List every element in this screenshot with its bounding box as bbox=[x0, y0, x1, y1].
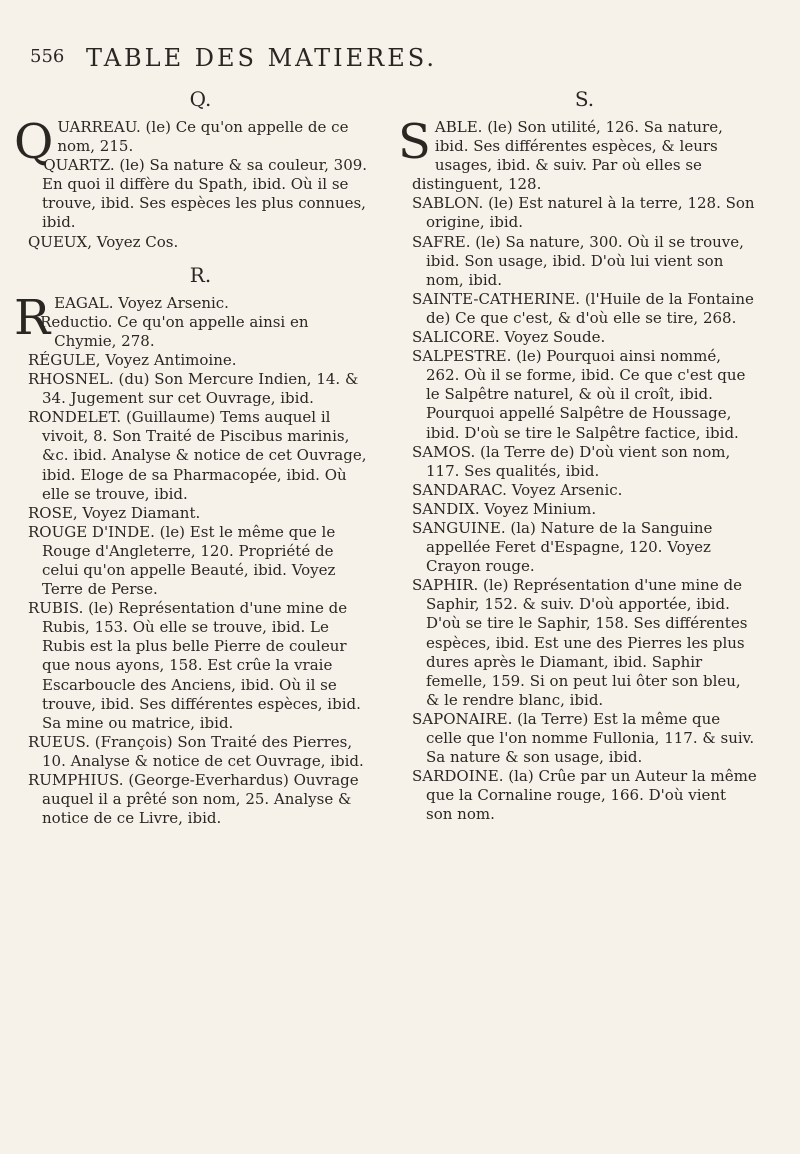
index-entry: SAMOS. (la Terre de) D'où vient son nom, 117. Ses qualités, ibid. bbox=[412, 442, 731, 480]
letter-heading-q: Q. bbox=[189, 87, 212, 111]
left-column bbox=[14, 87, 373, 828]
index-entry: RUMPHIUS. (George-Everhardus) Ouvrage auquel il a prêté son nom, 25. Analyse & notice de ce Livre, ibid. bbox=[28, 771, 359, 828]
drop-cap-s: S bbox=[398, 114, 431, 170]
index-entry: RUEUS. (François) Son Traité des Pierres, 10. Analyse & notice de cet Ouvrage, ibid. bbox=[28, 732, 364, 770]
index-entry: RÉGULE, Voyez Antimoine. bbox=[28, 350, 237, 369]
index-entry: SARDOINE. (la) Crûe par un Auteur la même que la Cornaline rouge, 166. D'où vient son nom. bbox=[412, 767, 757, 824]
index-entry: SANGUINE. (la) Nature de la Sanguine appellée Feret d'Espagne, 120. Voyez Crayon rouge. bbox=[412, 518, 713, 576]
index-entry: SAPONAIRE. (la Terre) Est la même que celle que l'on nomme Fullonia, 117. & suiv. Sa nature & son usage, ibid. bbox=[412, 709, 755, 767]
page-header bbox=[30, 44, 770, 78]
index-entry: SAPHIR. (le) Représentation d'une mine de Saphir, 152. & suiv. D'où apportée, ibid. D'où se tire le Saphir, 158. Ses différentes espèces, ibid. Est une des Pierres les plus dures après le Diamant, ibid. Saphir femelle, 159. Si on peut lui ôter son bleu, & le rendre blanc, ibid. bbox=[412, 576, 748, 709]
page-number: 556 bbox=[30, 46, 65, 67]
running-title: TABLE DES MATIERES. bbox=[86, 44, 437, 72]
index-entry: QUARTZ. (le) Sa nature & sa couleur, 309. En quoi il diffère du Spath, ibid. Où il se trouve, ibid. Ses espèces les plus connues, ibid. bbox=[42, 156, 368, 232]
index-entry: RUBIS. (le) Représentation d'une mine de Rubis, 153. Où elle se trouve, ibid. Le Rubis est la plus belle Pierre de couleur que nous ayons, 158. Est crûe la vraie Escarboucle des Anciens, ibid. Où il se trouve, ibid. Ses différentes espèces, ibid. Sa mine ou matrice, ibid. bbox=[28, 599, 361, 732]
index-entry: ROSE, Voyez Diamant. bbox=[28, 503, 201, 522]
index-entry: SAINTE-CATHERINE. (l'Huile de la Fontaine de) Ce que c'est, & d'où elle se tire, 268. bbox=[412, 289, 754, 327]
letter-heading-s: S. bbox=[574, 87, 595, 111]
index-entry: RHOSNEL. (du) Son Mercure Indien, 14. & 34. Jugement sur cet Ouvrage, ibid. bbox=[28, 370, 359, 408]
index-entry bbox=[398, 114, 757, 194]
index-entry: SALPESTRE. (le) Pourquoi ainsi nommé, 262. Où il se forme, ibid. Ce que c'est que le Salpêtre naturel, & où il croît, ibid. Pourquoi appellé Salpêtre de Houssage, ibid. D'où se tire le Salpêtre factice, ibid. bbox=[412, 347, 746, 442]
index-entry: Reductio. Ce qu'on appelle ainsi en Chymie, 278. bbox=[40, 312, 309, 350]
index-entry: SANDIX. Voyez Minium. bbox=[412, 499, 597, 518]
index-entry: SAFRE. (le) Sa nature, 300. Où il se trouve, ibid. Son usage, ibid. D'où lui vient son nom, ibid. bbox=[412, 232, 744, 289]
letter-heading-r: R. bbox=[189, 262, 212, 287]
index-entry: ROUGE D'INDE. (le) Est le même que le Rouge d'Angleterre, 120. Propriété de celui qu'on appelle Beauté, ibid. Voyez Terre de Perse. bbox=[28, 522, 336, 599]
drop-cap-q: Q bbox=[14, 114, 54, 170]
index-entry: SALICORE. Voyez Soude. bbox=[412, 328, 606, 347]
index-entry: SABLON. (le) Est naturel à la terre, 128. Son origine, ibid. bbox=[412, 194, 755, 232]
entry-text: ABLE. (le) Son utilité, 126. Sa nature, ibid. Ses différentes espèces, & leurs usages, ibid. & suiv. Par où elles se distinguent, 128. bbox=[412, 118, 723, 194]
index-entry: SANDARAC. Voyez Arsenic. bbox=[412, 480, 623, 499]
entry-text: UARREAU. (le) Ce qu'on appelle de ce nom, 215. bbox=[57, 118, 349, 156]
drop-cap-r: R bbox=[14, 289, 51, 346]
index-entry: RONDELET. (Guillaume) Tems auquel il vivoit, 8. Son Traité de Piscibus marinis, &c. ibid. Analyse & notice de cet Ouvrage, ibid. Eloge de sa Pharmacopée, ibid. Où elle se trouve, ibid. bbox=[28, 408, 367, 503]
right-column bbox=[398, 87, 757, 824]
entry-text: EAGAL. Voyez Arsenic. bbox=[54, 293, 229, 312]
index-entry bbox=[14, 114, 373, 170]
index-entry: QUEUX, Voyez Cos. bbox=[28, 232, 179, 251]
